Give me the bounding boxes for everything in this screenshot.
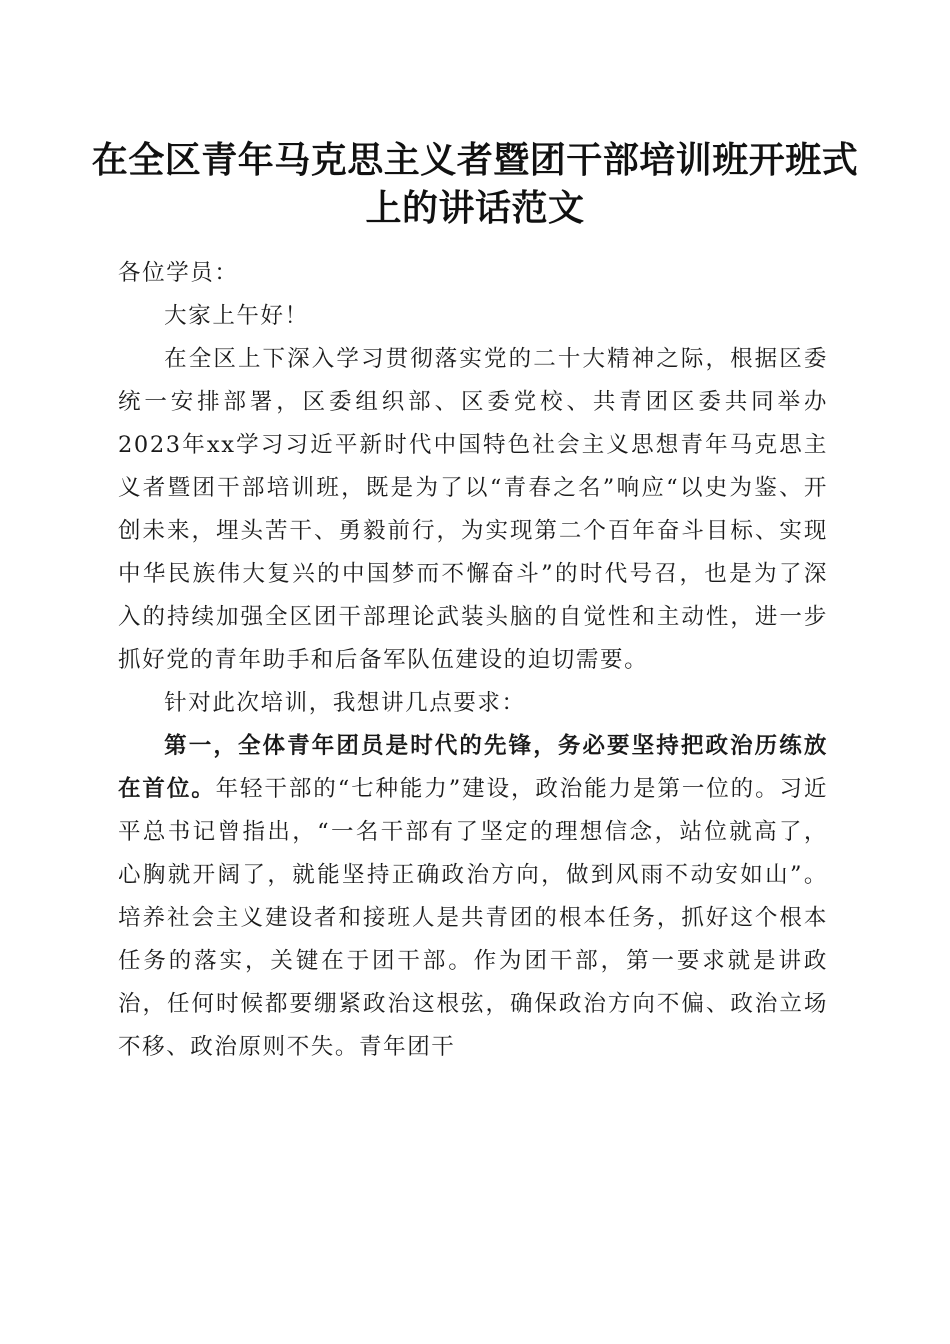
salutation: 各位学员：: [118, 260, 239, 286]
document-body: [118, 252, 828, 1069]
paragraph-requirements-lead: 针对此次培训，我想讲几点要求：: [164, 690, 526, 716]
point-one-body: 年轻干部的“七种能力”建设，政治能力是第一位的。习近平总书记曾指出，“一名干部有了坚定的理想信念，站位就高了，心胸就开阔了，就能坚持正确政治方向，做到风雨不动安如山”。培养社会主义建设者和接班人是共青团的根本任务，抓好这个根本任务的落实，关键在于团干部。作为团干部，第一要求就是讲政治，任何时候都要绷紧政治这根弦，确保政治方向不偏、政治立场不移、政治原则不失。青年团干: [118, 776, 828, 1060]
point-one-heading: 第一，全体青年团员是时代的先锋，务必要坚持把政治历练放在首位。: [118, 733, 828, 802]
document-title: 在全区青年马克思主义者暨团干部培训班开班式上的讲话范文: [91, 139, 859, 229]
paragraph-intro: 在全区上下深入学习贯彻落实党的二十大精神之际，根据区委统一安排部署，区委组织部、区委党校、共青团区委共同举办2023年xx学习习近平新时代中国特色社会主义思想青年马克思主义者暨团干部培训班，既是为了以“青春之名”响应“以史为鉴、开创未来，埋头苦干、勇毅前行，为实现第二个百年奋斗目标、实现中华民族伟大复兴的中国梦而不懈奋斗”的时代号召，也是为了深入的持续加强全区团干部理论武装头脑的自觉性和主动性，进一步抓好党的青年助手和后备军队伍建设的迫切需要。: [118, 346, 828, 673]
paragraph-point-one: [118, 725, 828, 1069]
greeting: 大家上午好！: [164, 303, 309, 329]
